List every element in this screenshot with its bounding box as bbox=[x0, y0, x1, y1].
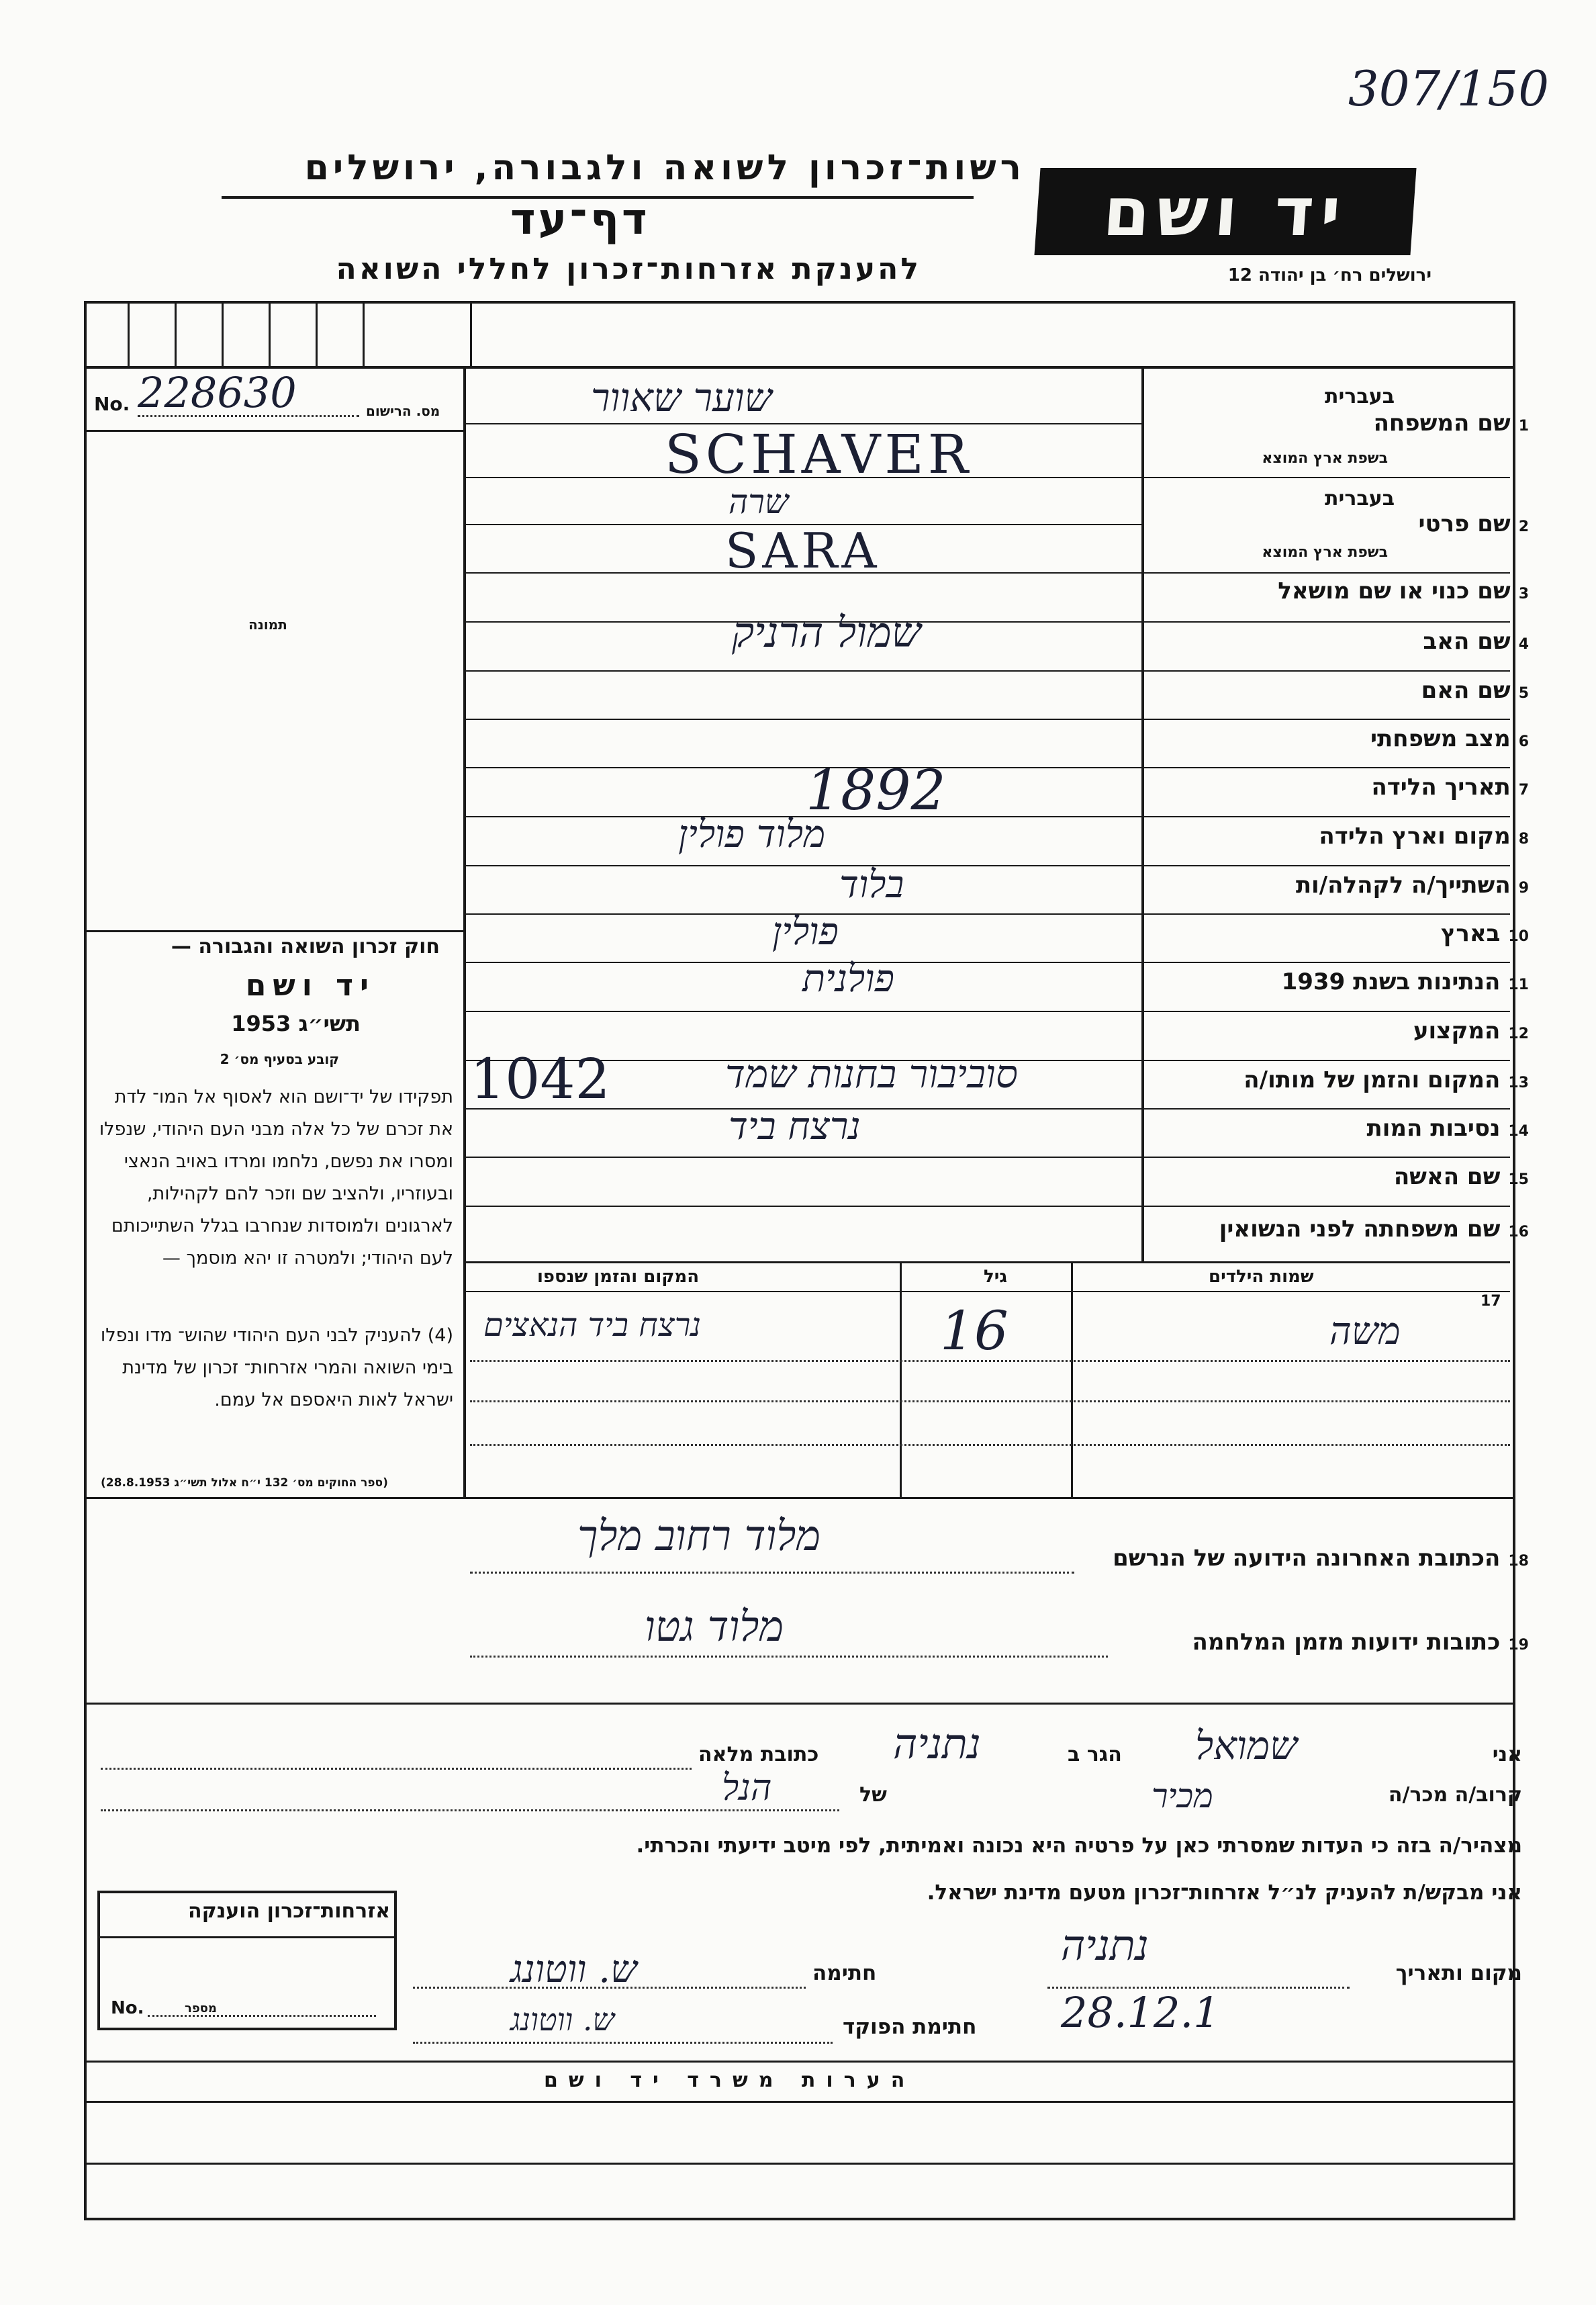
decl-signature: ש. ווטונג bbox=[510, 2001, 615, 2038]
logo-address: ירושלים רח׳ בן יהודה 12 bbox=[1227, 265, 1431, 285]
children-col-age: גיל bbox=[984, 1267, 1008, 1287]
field-14-value: נרצח ביד bbox=[729, 1105, 861, 1148]
decl-relative-label: קרוב/ה מכר/ה bbox=[1388, 1783, 1522, 1807]
field-1-value-hebrew: שוער שאוור bbox=[591, 375, 772, 420]
footer-remarks: הערות משרד יד ושם bbox=[544, 2069, 916, 2092]
law-title: חוק זכרון השואה והגבורה — bbox=[171, 935, 440, 958]
law-name: יד ושם bbox=[245, 968, 375, 1003]
field-1-value-latin: SCHAVER bbox=[665, 423, 972, 486]
field-14-label: 14נסיבות המות bbox=[1366, 1115, 1529, 1142]
law-text-2: (4) להעניק לבני העם היהודי שהוש־ מדו ונפלו בימי השואה והמרי אזרחות־ זכרון של מדינת ישראל לאות היאספם אל עמם. bbox=[100, 1325, 453, 1410]
field-9-label: 9השתייך/ה לקהלה/ות bbox=[1295, 872, 1529, 899]
form-subtitle: להענקת אזרחות־זכרון לחללי השואה bbox=[336, 252, 921, 286]
field-4-label: 4שם האב bbox=[1423, 628, 1529, 655]
field-7-value: 1892 bbox=[806, 759, 946, 823]
decl-address-label: כתובת מלאה bbox=[698, 1743, 819, 1766]
decl-resides-label: הגר ב bbox=[1068, 1743, 1122, 1766]
decl-statement-1: מצהיר/ה בזה כי העדות שמסרתי כאן על פרטיה היא נכונה ואמיתית, לפי מיטב ידיעתי והכרתי. bbox=[636, 1834, 1522, 1858]
law-text-1: תפקידו של יד־ושם הוא לאסוף אל המו־ לדת את זכרם של כל אלה מבני העם היהודי, שנפלו ומסרו את נפשם, נלחמו ומרדו באויב הנאצי ובעוזריו, ולהציב שם וזכר להם לקהילות, לארגונים ולמוסדות שנחרבו בגלל השתייכותם לעם היהודי; ולמטרה זו יהא מוסמך — bbox=[99, 1087, 453, 1269]
registration-no-label: No. bbox=[94, 393, 130, 415]
decl-officer-signature: ש. ווטונג bbox=[510, 1948, 637, 1991]
registration-label: מס. הרישום bbox=[366, 403, 440, 419]
field-1-sub-origin: בשפת ארץ המוצא bbox=[1262, 450, 1388, 467]
photo-label: תמונה bbox=[248, 617, 287, 633]
left-column-divider bbox=[463, 369, 466, 1497]
decl-i-value: שמואל bbox=[1195, 1723, 1298, 1768]
archive-number: 307/150 bbox=[1348, 60, 1549, 117]
certificate-title: אזרחות־זכרון הוענקה bbox=[188, 1899, 391, 1923]
field-19-value: מלוד גטו bbox=[645, 1602, 784, 1651]
field-2-sub-origin: בשפת ארץ המוצא bbox=[1262, 544, 1388, 561]
field-9-value: בלוד bbox=[839, 863, 904, 907]
field-13-value-year: 1042 bbox=[470, 1048, 610, 1112]
field-10-value: פולין bbox=[772, 910, 839, 954]
decl-place-value: נתניה bbox=[1061, 1921, 1149, 1970]
field-3-label: 3שם כנוי או שם מושאל bbox=[1278, 578, 1529, 604]
law-year: תשי״ג 1953 bbox=[231, 1011, 361, 1036]
decl-signature-label: חתימה bbox=[812, 1961, 877, 1985]
decl-of-value: הנל bbox=[722, 1766, 772, 1809]
children-col-place: המקום והזמן שנספו bbox=[537, 1267, 700, 1287]
decl-of-label: של bbox=[859, 1783, 887, 1807]
field-2-sub-hebrew: בעברית bbox=[1325, 487, 1395, 510]
law-clause: קובע בסעיף מס׳ 2 bbox=[220, 1051, 339, 1067]
decl-resides-value: נתניה bbox=[893, 1719, 981, 1768]
field-2-value-latin: SARA bbox=[725, 523, 881, 579]
field-11-value: פולנית bbox=[802, 957, 894, 1001]
field-6-label: 6מצב משפחתי bbox=[1370, 725, 1529, 752]
children-num: 17 bbox=[1481, 1293, 1501, 1310]
children-col-names: שמות הילדים bbox=[1209, 1267, 1314, 1287]
field-1-sub-hebrew: בעברית bbox=[1325, 385, 1395, 408]
child-1-name: משה bbox=[1329, 1310, 1401, 1353]
child-1-place: נרצח ביד הנאצים bbox=[483, 1306, 701, 1344]
field-11-label: 11הנתינות בשנת 1939 bbox=[1281, 968, 1529, 995]
field-2-value-hebrew: שרה bbox=[729, 482, 789, 521]
yad-vashem-logo bbox=[1034, 168, 1416, 255]
certificate-number-label: מספר bbox=[185, 2001, 217, 2016]
field-7-label: 7תאריך הלידה bbox=[1371, 774, 1529, 801]
law-citation: (ספר החוקים מס׳ 132 י״ח אלול תשי״ג 28.8.1953) bbox=[101, 1476, 388, 1490]
field-1-label: 1שם המשפחה bbox=[1373, 410, 1529, 437]
field-12-label: 12המקצוע bbox=[1413, 1018, 1529, 1044]
field-16-label: 16שם משפחתה לפני הנשואין bbox=[1219, 1216, 1529, 1242]
field-8-value: מלוד פולין bbox=[678, 813, 826, 856]
child-1-age: 16 bbox=[940, 1300, 1008, 1362]
field-18-value: מלוד רחוב מלך bbox=[577, 1511, 821, 1560]
field-19-label: 19כתובות ידועות מזמן המלחמה bbox=[1192, 1629, 1529, 1656]
decl-officer-label: חתימת הפוקד bbox=[843, 2015, 977, 2039]
decl-i-label: אני bbox=[1492, 1743, 1522, 1766]
field-10-label: 10בארץ bbox=[1440, 920, 1529, 947]
decl-place-date-label: מקום ותאריך bbox=[1395, 1961, 1522, 1985]
field-2-label: 2שם פרטי bbox=[1418, 510, 1529, 537]
form-title: דף־עד bbox=[510, 195, 650, 244]
decl-date-value: 28.12.1 bbox=[1061, 1988, 1220, 2037]
certificate-no-label: No. bbox=[111, 1998, 144, 2018]
field-4-value: שמול הרניק bbox=[732, 608, 921, 657]
logo-text: יד ושם bbox=[1100, 172, 1350, 251]
field-18-label: 18הכתובת האחרונה הידועה של הנרשם bbox=[1113, 1545, 1529, 1572]
decl-relative-value: מכיר bbox=[1152, 1776, 1213, 1815]
decl-statement-2: אני מבקש/ת להעניק לנ״ל אזרחות־זכרון מטעם מדינת ישראל. bbox=[927, 1881, 1522, 1905]
field-13-label: 13המקום והזמן של מותו/ה bbox=[1243, 1067, 1529, 1093]
field-13-value-place: סוביבור בחנות שמד bbox=[725, 1051, 1018, 1097]
field-15-label: 15שם האשה bbox=[1393, 1163, 1529, 1190]
registration-number: 228630 bbox=[138, 368, 297, 417]
authority-title: רשות־זכרון לשואה ולגבורה, ירושלים bbox=[304, 148, 1025, 188]
field-8-label: 8מקום וארץ הלידה bbox=[1319, 823, 1529, 850]
field-5-label: 5שם האם bbox=[1421, 677, 1529, 704]
